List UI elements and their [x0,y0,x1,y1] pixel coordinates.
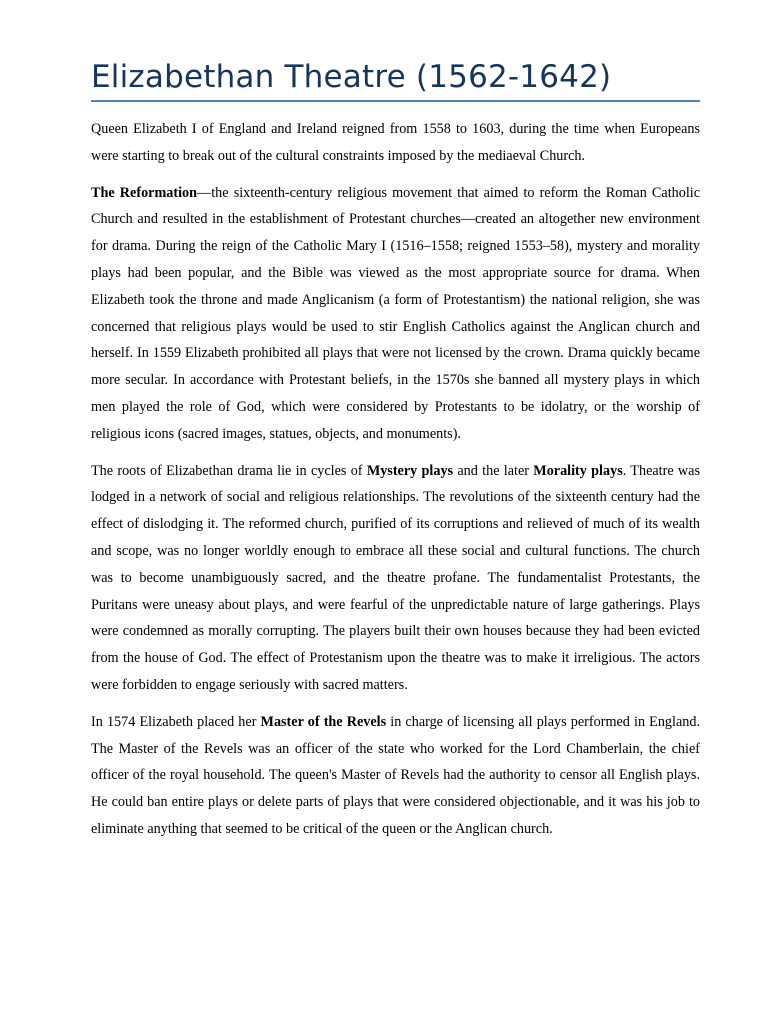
paragraph-reformation [91,180,700,448]
paragraph-intro [91,116,700,170]
paragraph-roots-text-c: . Theatre was lodged in a network of social and religious relationships. The revolutions of the sixteenth century had the effect of dislodging it. The reformed church, purified of its corruptions and relieved of much of its wealth and scope, was no longer worldly enough to embrace all these social and cultural functions. The church was to become unambiguously sacred, and the theatre profane. The fundamentalist Protestants, the Puritans were uneasy about plays, and were fearful of the unpredictable nature of large gatherings. Plays were condemned as morally corrupting. The players built their own houses because they had been evicted from the house of God. The effect of Protestanism upon the theatre was to make it irreligious. The actors were forbidden to engage seriously with sacred matters. [91,462,700,693]
paragraph-reformation-text: —the sixteenth-century religious movement that aimed to reform the Roman Catholic Church and resulted in the establishment of Protestant churches—created an altogether new environment for drama. During the reign of the Catholic Mary I (1516–1558; reigned 1553–58), mystery and morality plays had been popular, and the Bible was viewed as the most appropriate source for drama. When Elizabeth took the throne and made Anglicanism (a form of Protestantism) the national religion, she was concerned that religious plays would be used to stir English Catholics against the Anglican church and herself. In 1559 Elizabeth prohibited all plays that were not licensed by the crown. Drama quickly became more secular. In accordance with Protestant beliefs, in the 1570s she banned all mystery plays in which men played the role of God, which were considered by Protestants to be idolatry, or the worship of religious icons (sacred images, statues, objects, and monuments). [91,184,701,442]
page-title: Elizabethan Theatre (1562-1642) [91,58,700,102]
paragraph-roots [91,458,700,699]
paragraph-roots-text-b: and the later [453,462,534,479]
paragraph-revels-text-b: in charge of licensing all plays performed in England. The Master of the Revels was an officer of the state who worked for the Lord Chamberlain, the chief officer of the royal household. The queen's Master of Revels had the authority to censor all English plays. He could ban entire plays or delete parts of plays that were considered objectionable, and it was his job to eliminate anything that seemed to be critical of the queen or the Anglican church. [91,713,700,837]
bold-term-reformation: The Reformation [91,184,198,201]
paragraph-roots-text-a: The roots of Elizabethan drama lie in cycles of [91,462,367,479]
bold-term-master-of-revels: Master of the Revels [260,713,387,730]
bold-term-morality-plays: Morality plays [533,462,623,479]
paragraph-revels-text-a: In 1574 Elizabeth placed her [91,713,261,730]
paragraph-intro-text: Queen Elizabeth I of England and Ireland reigned from 1558 to 1603, during the time when Europeans were starting to break out of the cultural constraints imposed by the mediaeval Church. [91,121,700,164]
paragraph-master-of-revels [91,709,700,843]
document-page [91,58,700,843]
bold-term-mystery-plays: Mystery plays [366,462,454,479]
